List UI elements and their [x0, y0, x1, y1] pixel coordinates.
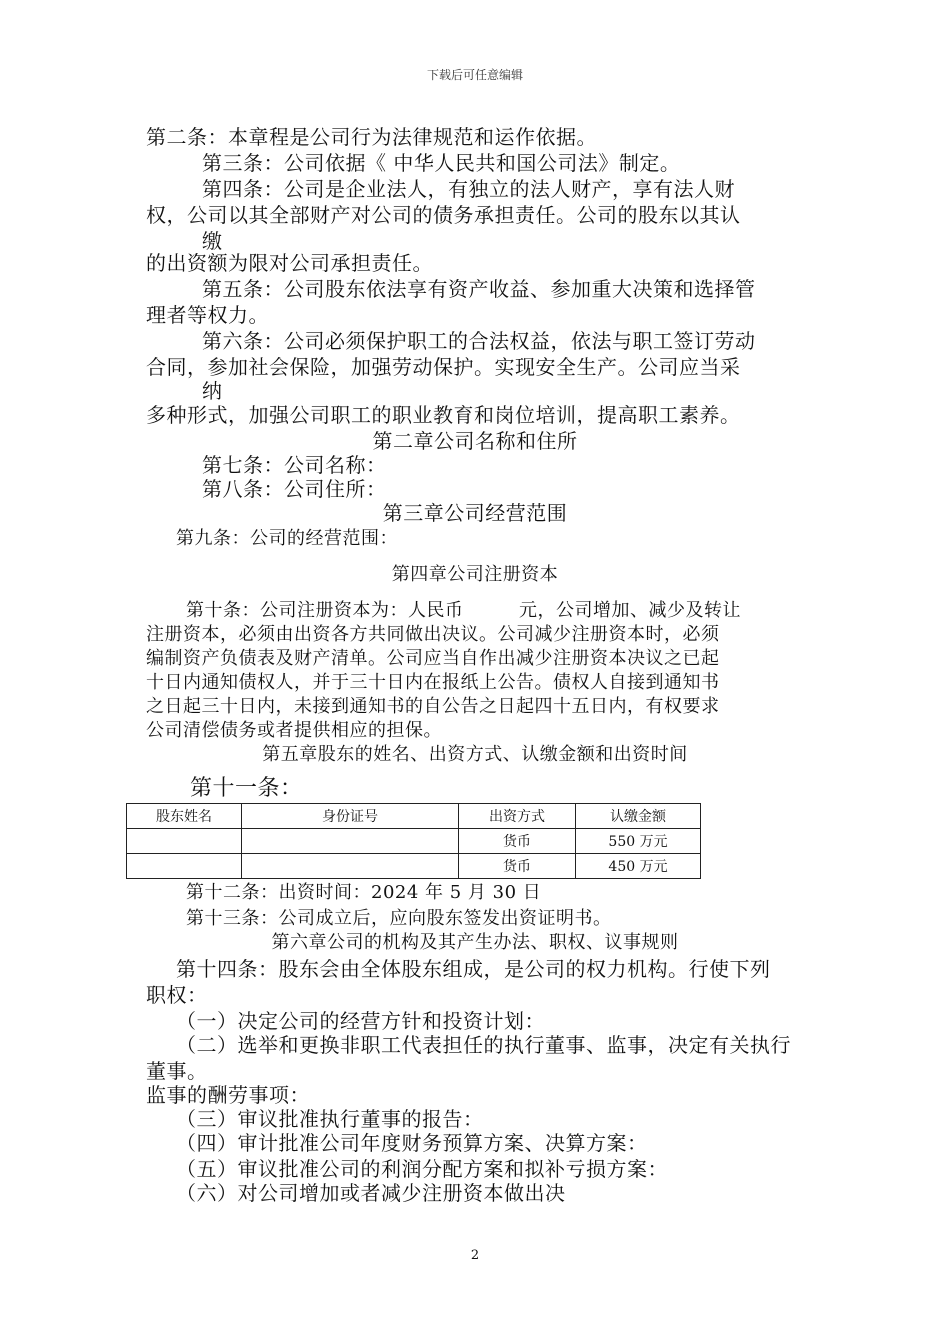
chapter-4-heading: 第四章公司注册资本 — [391, 564, 559, 585]
table-header-cell: 认缴金额 — [576, 804, 701, 829]
page-number: 2 — [470, 1248, 480, 1263]
table-header-row — [127, 804, 701, 829]
power-item-2-line-2: 董事。 — [146, 1059, 208, 1083]
power-item-2-line-1: （二）选举和更换非职工代表担任的执行董事、监事，决定有关执行 — [176, 1033, 791, 1057]
power-item-4: （四）审计批准公司年度财务预算方案、决算方案： — [176, 1131, 648, 1155]
table-header-cell: 股东姓名 — [127, 804, 242, 829]
article-4-line-3: 缴 — [202, 229, 223, 253]
header-note: 下载后可任意编辑 — [426, 68, 523, 82]
article-4-line-1: 第四条：公司是企业法人，有独立的法人财产，享有法人财 — [202, 177, 735, 201]
article-10-line-6: 公司清偿债务或者提供相应的担保。 — [146, 720, 442, 741]
chapter-6-heading: 第六章公司的机构及其产生办法、职权、议事规则 — [271, 932, 679, 953]
article-6-line-1: 第六条：公司必须保护职工的合法权益，依法与职工签订劳动 — [202, 329, 756, 353]
power-item-6: （六）对公司增加或者减少注册资本做出决 — [176, 1181, 566, 1205]
article-3-line: 第三条：公司依据《 中华人民共和国公司法》制定。 — [202, 151, 681, 175]
article-6-line-3: 纳 — [202, 379, 223, 403]
power-item-3: （三）审议批准执行董事的报告： — [176, 1107, 484, 1131]
shareholder-table — [126, 803, 701, 879]
article-5-line-2: 理者等权力。 — [146, 303, 269, 327]
power-item-5: （五）审议批准公司的利润分配方案和拟补亏损方案： — [176, 1157, 668, 1181]
article-10-line-5: 之日起三十日内，未接到通知书的自公告之日起四十五日内，有权要求 — [146, 696, 720, 717]
article-11-line: 第十一条： — [190, 776, 303, 801]
table-cell — [242, 854, 459, 879]
power-item-1: （一）决定公司的经营方针和投资计划： — [176, 1009, 545, 1033]
table-header-cell: 身份证号 — [242, 804, 459, 829]
table-cell — [127, 829, 242, 854]
article-7-line: 第七条：公司名称： — [202, 453, 387, 477]
chapter-5-heading: 第五章股东的姓名、出资方式、认缴金额和出资时间 — [262, 744, 688, 765]
article-9-line: 第九条：公司的经营范围： — [176, 528, 398, 549]
table-row — [127, 854, 701, 879]
article-13-line: 第十三条：公司成立后，应向股东签发出资证明书。 — [186, 908, 612, 929]
article-10-line-4: 十日内通知债权人，并于三十日内在报纸上公告。债权人自接到通知书 — [146, 672, 720, 693]
article-4-line-4: 的出资额为限对公司承担责任。 — [146, 251, 433, 275]
table-row — [127, 829, 701, 854]
table-cell: 450 万元 — [576, 854, 701, 879]
article-10-line-2: 注册资本，必须由出资各方共同做出决议。公司减少注册资本时，必须 — [146, 624, 720, 645]
chapter-2-heading: 第二章公司名称和住所 — [372, 429, 578, 453]
table-cell: 货币 — [459, 854, 576, 879]
article-2-line: 第二条：本章程是公司行为法律规范和运作依据。 — [146, 125, 597, 149]
article-6-line-4: 多种形式，加强公司职工的职业教育和岗位培训，提高职工素养。 — [146, 403, 741, 427]
article-5-line-1: 第五条：公司股东依法享有资产收益、参加重大决策和选择管 — [202, 277, 756, 301]
table-cell — [127, 854, 242, 879]
article-14-line-1: 第十四条：股东会由全体股东组成，是公司的权力机构。行使下列 — [176, 957, 771, 981]
table-header-cell: 出资方式 — [459, 804, 576, 829]
article-14-line-2: 职权： — [146, 983, 208, 1007]
power-item-2-line-3: 监事的酬劳事项： — [146, 1083, 310, 1107]
article-10-line-3: 编制资产负债表及财产清单。公司应当自作出减少注册资本决议之已起 — [146, 648, 720, 669]
table-cell — [242, 829, 459, 854]
article-6-line-2: 合同，参加社会保险，加强劳动保护。实现安全生产。公司应当采 — [146, 355, 741, 379]
chapter-3-heading: 第三章公司经营范围 — [382, 501, 568, 525]
table-cell: 550 万元 — [576, 829, 701, 854]
article-12-line: 第十二条：出资时间：2024 年 5 月 30 日 — [186, 882, 542, 903]
article-4-line-2: 权，公司以其全部财产对公司的债务承担责任。公司的股东以其认 — [146, 203, 741, 227]
article-8-line: 第八条：公司住所： — [202, 477, 387, 501]
article-10-line-1: 第十条：公司注册资本为：人民币 元，公司增加、减少及转让 — [186, 600, 741, 621]
table-cell: 货币 — [459, 829, 576, 854]
